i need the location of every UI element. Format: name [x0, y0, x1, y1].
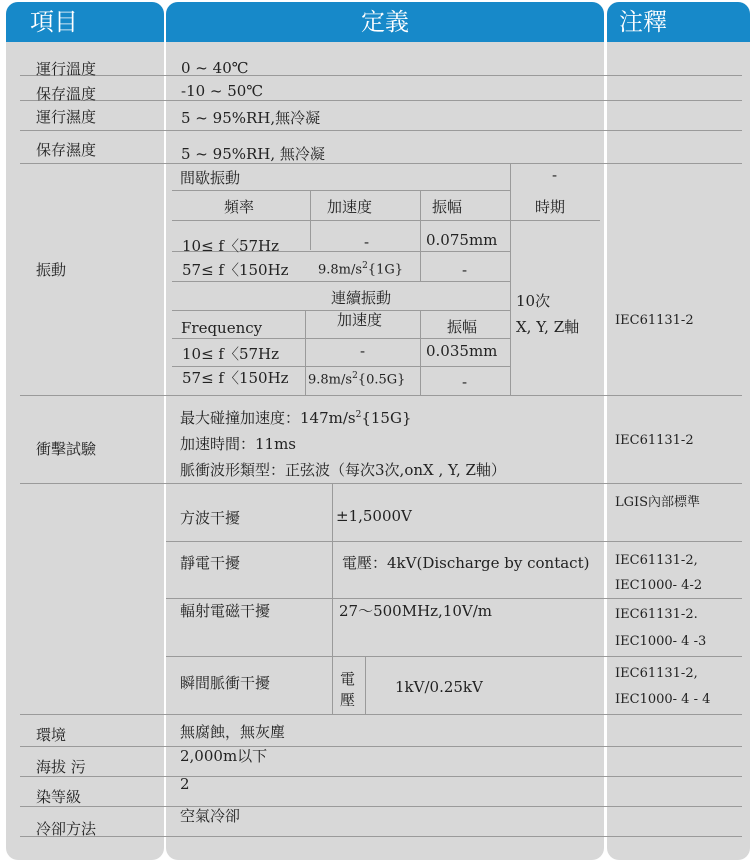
intermittent-title: 間歇振動: [180, 169, 241, 187]
row-divider: [20, 483, 742, 484]
altitude-label: 海拔 污: [36, 758, 86, 776]
row-divider: [166, 598, 742, 599]
time-header: 時期: [535, 198, 566, 216]
row-divider: [20, 806, 742, 807]
vibration-label: 振動: [36, 261, 67, 279]
esd-note1: IEC61131-2,: [615, 553, 698, 568]
vibration-divider: [172, 220, 600, 221]
vibration-divider: [305, 310, 306, 395]
vibration-note: IEC61131-2: [615, 313, 694, 328]
esd-value: 電壓：4kV(Discharge by contact): [342, 554, 590, 572]
shock-line1: 最大碰撞加速度：$147m/s^2\{15G\}$: [180, 409, 412, 427]
row-divider: [20, 75, 742, 76]
op-humid-label: 運行濕度: [36, 108, 97, 126]
c-row1-freq: 10≤ f〈57Hz: [182, 345, 280, 363]
accel-header: 加速度: [327, 198, 373, 216]
shock-line3: 脈衝波形類型：正弦波（每次3次,onX , Y, Z軸）: [180, 461, 506, 479]
c-row1-amp: 0.035mm: [426, 342, 498, 360]
vibration-divider: [310, 190, 311, 250]
square-wave-label: 方波干擾: [180, 509, 241, 527]
radiated-note1: IEC61131-2.: [615, 607, 698, 622]
vibration-divider: [420, 190, 421, 281]
square-wave-value: ±1,5000V: [336, 507, 412, 525]
c-row1-accel: -: [360, 342, 366, 360]
period-axes: X, Y, Z軸: [516, 318, 580, 336]
c-row2-accel: $9.8m/s^2\{0.5G\}$: [308, 371, 406, 388]
row-divider: [20, 395, 742, 396]
note-header: 注釋: [607, 2, 750, 42]
pollution-label: 染等級: [36, 788, 82, 806]
item-header: 項目: [6, 2, 164, 42]
amp-header: 振幅: [432, 198, 463, 216]
c-freq-header: Frequency: [181, 319, 263, 337]
i-row2-accel: $9.8m/s^2\{1G\}$: [318, 261, 403, 278]
emc-divider: [365, 656, 366, 714]
c-row2-freq: 57≤ f〈150Hz: [182, 369, 289, 387]
op-temp-value: 0 ~ 40℃: [181, 59, 249, 77]
continuous-title: 連續振動: [331, 289, 392, 307]
store-temp-label: 保存溫度: [36, 85, 97, 103]
row-divider: [20, 776, 742, 777]
altitude-value: 2,000m以下: [180, 747, 268, 765]
row-divider: [20, 163, 742, 164]
surge-sub2: 壓: [340, 691, 356, 709]
surge-label: 瞬間脈衝干擾: [180, 674, 271, 692]
definition-header: 定義: [166, 2, 604, 42]
cooling-value: 空氣冷卻: [180, 807, 241, 825]
environment-label: 環境: [36, 726, 67, 744]
vibration-divider: [172, 338, 510, 339]
i-row2-freq: 57≤ f〈150Hz: [182, 261, 289, 279]
vibration-divider: [420, 310, 421, 395]
surge-value: 1kV/0.25kV: [395, 678, 483, 696]
period-count: 10次: [516, 292, 551, 310]
i-row1-accel: -: [364, 233, 370, 251]
environment-value: 無腐蝕，無灰塵: [180, 723, 286, 741]
radiated-label: 輻射電磁干擾: [180, 602, 271, 620]
pollution-value: 2: [180, 775, 190, 793]
store-humid-label: 保存濕度: [36, 141, 97, 159]
radiated-note2: IEC1000- 4 -3: [615, 634, 707, 649]
store-humid-value: 5 ~ 95%RH, 無冷凝: [181, 145, 325, 163]
shock-line2: 加速時間：11ms: [180, 435, 297, 453]
cooling-label: 冷卻方法: [36, 820, 97, 838]
radiated-value: 27～500MHz,10V/m: [339, 602, 493, 620]
emc-divider: [332, 483, 333, 714]
store-temp-value: -10 ~ 50℃: [181, 82, 264, 100]
i-row1-amp: 0.075mm: [426, 231, 498, 249]
c-row2-amp: -: [462, 373, 468, 391]
vibration-divider: [510, 163, 511, 395]
row-divider: [20, 100, 742, 101]
row-divider: [20, 836, 742, 837]
shock-note: IEC61131-2: [615, 433, 694, 448]
i-row2-amp: -: [462, 261, 468, 279]
row-divider: [166, 541, 742, 542]
row-divider: [20, 714, 742, 715]
vibration-divider: [172, 281, 510, 282]
c-accel-header: 加速度: [337, 311, 383, 329]
row-divider: [20, 746, 742, 747]
row-divider: [20, 130, 742, 131]
row-divider: [166, 656, 742, 657]
intermittent-dash: -: [552, 166, 558, 184]
op-humid-value: 5 ~ 95%RH,無冷凝: [181, 109, 321, 127]
c-amp-header: 振幅: [447, 318, 478, 336]
esd-note2: IEC1000- 4-2: [615, 578, 703, 593]
surge-sub1: 電: [340, 670, 356, 688]
op-temp-label: 運行溫度: [36, 60, 97, 78]
freq-header: 頻率: [224, 198, 255, 216]
esd-label: 靜電干擾: [180, 554, 241, 572]
surge-note1: IEC61131-2,: [615, 666, 698, 681]
vibration-divider: [172, 190, 510, 191]
surge-note2: IEC1000- 4 - 4: [615, 692, 711, 707]
i-row1-freq: 10≤ f〈57Hz: [182, 237, 280, 255]
shock-label: 衝擊試驗: [36, 440, 97, 458]
square-wave-note: LGIS內部標準: [615, 495, 701, 510]
